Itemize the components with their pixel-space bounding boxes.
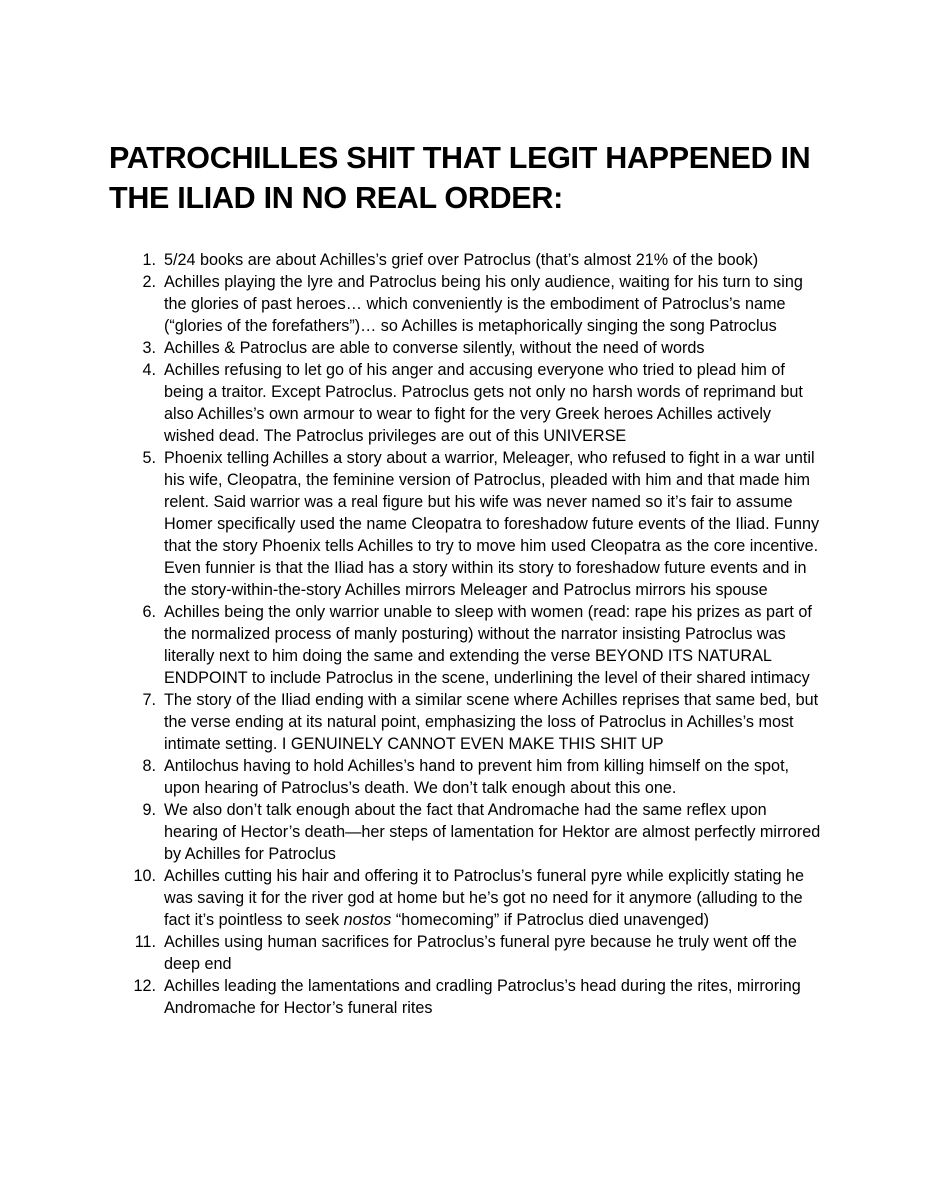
- list-item: [0, 271, 824, 337]
- list-item: [0, 601, 824, 689]
- list-item-text-after: “homecoming” if Patroclus died unavenged): [391, 911, 709, 929]
- list-item-text: Achilles leading the lamentations and cradling Patroclus’s head during the rites, mirroring Andromache for Hector’s funeral rites: [164, 977, 801, 1017]
- list-item: [0, 799, 824, 865]
- list-item-number: 10.: [133, 867, 156, 885]
- list-item-number: 5.: [142, 449, 156, 467]
- list-item: [0, 755, 824, 799]
- list-item-text: Achilles playing the lyre and Patroclus being his only audience, waiting for his turn to sing the glories of past heroes… which conveniently is the embodiment of Patroclus’s name (“glories of the forefathers”)… so Achilles is metaphorically singing the song Patroclus: [164, 273, 803, 335]
- italic-term: nostos: [343, 911, 392, 929]
- list-item-number: 9.: [142, 801, 156, 819]
- list-item: [0, 337, 824, 359]
- list-item-text: Achilles being the only warrior unable to sleep with women (read: rape his prizes as part of the normalized process of manly posturing) without the narrator insisting Patroclus was literally next to him doing the same and extending the verse BEYOND ITS NATURAL ENDPOINT to include Patroclus in the scene, underlining the level of their shared intimacy: [164, 603, 812, 687]
- list-item: [0, 931, 824, 975]
- list-item-number: 8.: [142, 757, 156, 775]
- list-item-number: 4.: [142, 361, 156, 379]
- list-item: [0, 865, 824, 931]
- document-title: PATROCHILLES SHIT THAT LEGIT HAPPENED IN THE ILIAD IN NO REAL ORDER:: [109, 141, 811, 215]
- list-item-number: 1.: [142, 251, 156, 269]
- numbered-list: [0, 249, 927, 1019]
- list-item: [0, 359, 824, 447]
- list-item: [0, 447, 824, 601]
- list-item-number: 3.: [142, 339, 156, 357]
- list-item-text: Achilles refusing to let go of his anger and accusing everyone who tried to plead him of being a traitor. Except Patroclus. Patroclus gets not only no harsh words of reprimand but also Achilles’s own armour to wear to fight for the very Greek heroes Achilles actively wished dead. The Patroclus privileges are out of this UNIVERSE: [164, 361, 803, 445]
- list-item-number: 11.: [134, 933, 156, 951]
- list-item-text-before: Achilles cutting his hair and offering it to Patroclus’s funeral pyre while explicitly stating he was saving it for the river god at home but he’s got no need for it anymore (alluding to the fact it’s pointless to seek: [164, 867, 805, 929]
- list-item-text: Phoenix telling Achilles a story about a warrior, Meleager, who refused to fight in a war until his wife, Cleopatra, the feminine version of Patroclus, pleaded with him and that made him relent. Said warrior was a real figure but his wife was never named so it’s fair to assume Homer specifically used the name Cleopatra to foreshadow future events of the Iliad. Funny that the story Phoenix tells Achilles to try to move him used Cleopatra as the core incentive. Even funnier is that the Iliad has a story within its story to foreshadow future events and in the story-within-the-story Achilles mirrors Meleager and Patroclus mirrors his spouse: [164, 449, 820, 599]
- list-item-text: 5/24 books are about Achilles’s grief over Patroclus (that’s almost 21% of the book): [164, 251, 759, 269]
- list-item-text: The story of the Iliad ending with a similar scene where Achilles reprises that same bed, but the verse ending at its natural point, emphasizing the loss of Patroclus in Achilles’s most intimate setting. I GENUINELY CANNOT EVEN MAKE THIS SHIT UP: [164, 691, 819, 753]
- list-item: [0, 975, 824, 1019]
- list-item-number: 6.: [142, 603, 156, 621]
- list-item-text: Antilochus having to hold Achilles’s hand to prevent him from killing himself on the spot, upon hearing of Patroclus’s death. We don’t talk enough about this one.: [164, 757, 790, 797]
- list-item-text: Achilles & Patroclus are able to converse silently, without the need of words: [164, 339, 705, 357]
- list-item-number: 7.: [142, 691, 156, 709]
- list-item-text: We also don’t talk enough about the fact that Andromache had the same reflex upon hearing of Hector’s death—her steps of lamentation for Hektor are almost perfectly mirrored by Achilles for Patroclus: [164, 801, 821, 863]
- list-item-text: [164, 867, 804, 929]
- list-item-number: 2.: [142, 273, 156, 291]
- list-item-number: 12.: [133, 977, 156, 995]
- list-item-text: Achilles using human sacrifices for Patroclus’s funeral pyre because he truly went off the deep end: [164, 933, 797, 973]
- list-item: [0, 249, 824, 271]
- list-item: [0, 689, 824, 755]
